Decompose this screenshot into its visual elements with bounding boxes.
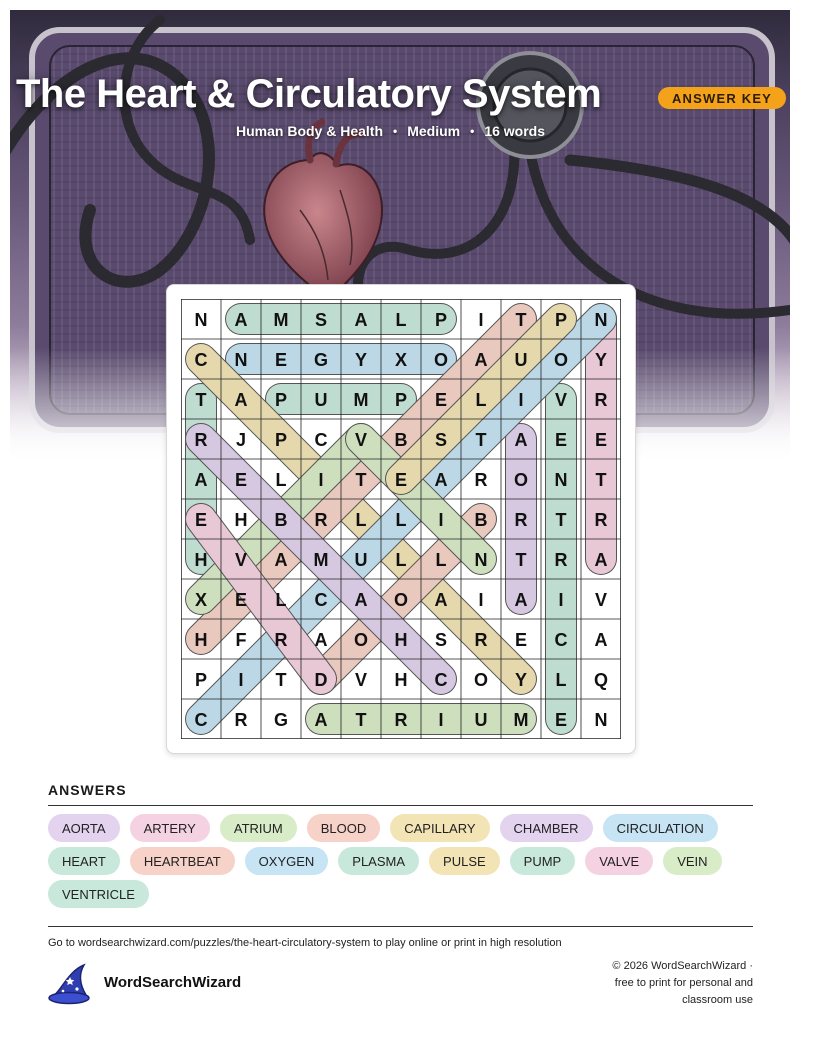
grid-letter[interactable]: A: [274, 550, 288, 570]
grid-letter[interactable]: G: [313, 350, 329, 370]
grid-letter[interactable]: C: [554, 630, 568, 650]
grid-letter[interactable]: U: [474, 710, 488, 730]
grid-letter[interactable]: P: [554, 310, 568, 330]
grid-letter[interactable]: R: [314, 510, 328, 530]
difficulty-label: Medium: [407, 123, 461, 139]
separator-dot-icon: •: [393, 124, 398, 138]
grid-letter[interactable]: E: [594, 430, 608, 450]
grid-letter[interactable]: N: [234, 350, 248, 370]
grid-letter[interactable]: I: [478, 590, 484, 610]
grid-letter[interactable]: T: [355, 710, 367, 730]
grid-letter[interactable]: H: [394, 670, 408, 690]
grid-letter[interactable]: A: [474, 350, 488, 370]
grid-letter[interactable]: B: [474, 510, 488, 530]
grid-letter[interactable]: T: [275, 670, 287, 690]
grid-letter[interactable]: R: [274, 630, 288, 650]
grid-letter[interactable]: V: [354, 430, 368, 450]
grid-letter[interactable]: C: [314, 430, 328, 450]
grid-letter[interactable]: I: [438, 510, 444, 530]
grid-letter[interactable]: C: [194, 710, 208, 730]
grid-letter[interactable]: A: [514, 430, 528, 450]
grid-letter[interactable]: R: [474, 630, 488, 650]
copyright-line: free to print for personal and: [614, 977, 753, 989]
grid-letter[interactable]: I: [318, 470, 324, 490]
grid-letter[interactable]: M: [513, 710, 529, 730]
separator-dot-icon: •: [470, 124, 475, 138]
answer-chip: ATRIUM: [220, 814, 297, 842]
grid-letter[interactable]: I: [518, 390, 524, 410]
grid-letter[interactable]: C: [194, 350, 208, 370]
answer-chip: CAPILLARY: [390, 814, 489, 842]
grid-letter[interactable]: T: [355, 470, 367, 490]
grid-letter[interactable]: A: [434, 470, 448, 490]
grid-letter[interactable]: L: [275, 470, 287, 490]
grid-letter[interactable]: L: [435, 550, 447, 570]
grid-letter[interactable]: I: [478, 310, 484, 330]
grid-letter[interactable]: E: [554, 430, 568, 450]
grid-letter[interactable]: E: [194, 510, 208, 530]
grid-letter[interactable]: P: [194, 670, 208, 690]
grid-letter[interactable]: H: [194, 630, 208, 650]
answer-chip: CHAMBER: [500, 814, 593, 842]
grid-letter[interactable]: O: [513, 470, 529, 490]
grid-letter[interactable]: N: [594, 310, 608, 330]
grid-letter[interactable]: E: [434, 390, 448, 410]
wizard-hat-icon: [46, 963, 92, 1005]
grid-letter[interactable]: L: [555, 670, 567, 690]
grid-letter[interactable]: A: [354, 310, 368, 330]
grid-letter[interactable]: N: [594, 710, 608, 730]
answers-heading: ANSWERS: [48, 782, 127, 798]
grid-letter[interactable]: B: [274, 510, 288, 530]
grid-letter[interactable]: Y: [514, 670, 528, 690]
word-search-grid: [181, 299, 621, 739]
copyright-text: [560, 958, 753, 1009]
grid-letter[interactable]: A: [314, 710, 328, 730]
answers-list: [48, 814, 753, 908]
grid-letter[interactable]: M: [273, 310, 289, 330]
grid-letter[interactable]: L: [395, 510, 407, 530]
copyright-line: classroom use: [682, 994, 753, 1006]
word-count-label: 16 words: [484, 123, 546, 139]
grid-letter[interactable]: A: [234, 390, 248, 410]
grid-letter[interactable]: U: [514, 350, 528, 370]
footer-divider: [48, 926, 753, 927]
grid-letter[interactable]: H: [394, 630, 408, 650]
grid-letter[interactable]: Q: [593, 670, 609, 690]
grid-letter[interactable]: O: [553, 350, 569, 370]
grid-letter[interactable]: Y: [354, 350, 368, 370]
answer-chip: PLASMA: [338, 847, 419, 875]
grid-letter[interactable]: M: [353, 390, 369, 410]
grid-letter[interactable]: E: [234, 470, 248, 490]
grid-letter[interactable]: O: [433, 350, 449, 370]
grid-letter[interactable]: P: [274, 390, 288, 410]
answer-chip: VEIN: [663, 847, 721, 875]
grid-letter[interactable]: T: [595, 470, 607, 490]
grid-letter[interactable]: L: [475, 390, 487, 410]
grid-letter[interactable]: O: [473, 670, 489, 690]
grid-letter[interactable]: L: [395, 550, 407, 570]
grid-letter[interactable]: M: [313, 550, 329, 570]
grid-letter[interactable]: R: [194, 430, 208, 450]
grid-letter[interactable]: S: [434, 430, 448, 450]
grid-letter[interactable]: E: [274, 350, 288, 370]
grid-letter[interactable]: A: [594, 630, 608, 650]
grid-letter[interactable]: D: [314, 670, 328, 690]
grid-letter[interactable]: X: [194, 590, 208, 610]
grid-letter[interactable]: I: [438, 710, 444, 730]
grid-letter[interactable]: R: [594, 510, 608, 530]
grid-letter[interactable]: I: [238, 670, 244, 690]
grid-letter[interactable]: A: [234, 310, 248, 330]
grid-letter[interactable]: L: [395, 310, 407, 330]
copyright-line: © 2026 WordSearchWizard ·: [612, 960, 753, 972]
answer-chip: OXYGEN: [245, 847, 329, 875]
grid-letter[interactable]: A: [514, 590, 528, 610]
answer-chip: PUMP: [510, 847, 576, 875]
grid-letter[interactable]: B: [394, 430, 408, 450]
answers-divider: [48, 805, 753, 806]
answer-chip: BLOOD: [307, 814, 381, 842]
answer-chip: PULSE: [429, 847, 500, 875]
grid-letter[interactable]: E: [554, 710, 568, 730]
grid-letter[interactable]: A: [314, 630, 328, 650]
grid-letter[interactable]: F: [235, 630, 247, 650]
grid-letter[interactable]: E: [394, 470, 408, 490]
grid-letter[interactable]: U: [314, 390, 328, 410]
grid-letter[interactable]: P: [434, 310, 448, 330]
grid-letter[interactable]: A: [354, 590, 368, 610]
page-title: The Heart & Circulatory System: [16, 72, 602, 116]
grid-letter[interactable]: L: [275, 590, 287, 610]
grid-letter[interactable]: P: [274, 430, 288, 450]
grid-letter[interactable]: V: [354, 670, 368, 690]
grid-letter[interactable]: T: [515, 550, 527, 570]
grid-letter[interactable]: R: [594, 390, 608, 410]
grid-letter[interactable]: L: [355, 510, 367, 530]
grid-letter[interactable]: R: [234, 710, 248, 730]
category-label: Human Body & Health: [236, 123, 384, 139]
grid-letter[interactable]: J: [235, 430, 247, 450]
answer-chip: HEART: [48, 847, 120, 875]
grid-letter[interactable]: C: [314, 590, 328, 610]
grid-letter[interactable]: R: [474, 470, 488, 490]
grid-letter[interactable]: H: [194, 550, 208, 570]
grid-letter[interactable]: R: [554, 550, 568, 570]
grid-letter[interactable]: A: [434, 590, 448, 610]
grid-letter[interactable]: T: [475, 430, 487, 450]
answer-chip: HEARTBEAT: [130, 847, 235, 875]
grid-letter[interactable]: N: [554, 470, 568, 490]
answer-chip: VALVE: [585, 847, 653, 875]
brand-name: WordSearchWizard: [104, 974, 242, 991]
grid-letter[interactable]: S: [434, 630, 448, 650]
grid-letter[interactable]: T: [555, 510, 567, 530]
grid-letter[interactable]: V: [594, 590, 608, 610]
grid-letter[interactable]: O: [353, 630, 369, 650]
grid-letter[interactable]: R: [514, 510, 528, 530]
grid-letter[interactable]: X: [394, 350, 408, 370]
grid-letter[interactable]: O: [393, 590, 409, 610]
grid-letter[interactable]: G: [273, 710, 289, 730]
grid-letter[interactable]: T: [195, 390, 207, 410]
answer-chip: VENTRICLE: [48, 880, 149, 908]
grid-letter[interactable]: E: [514, 630, 528, 650]
grid-letter[interactable]: C: [434, 670, 448, 690]
play-online-text: Go to wordsearchwizard.com/puzzles/the-heart-circulatory-system to play online or print in high resolution: [48, 937, 562, 949]
answer-chip: ARTERY: [130, 814, 210, 842]
grid-letter[interactable]: A: [594, 550, 608, 570]
grid-letter[interactable]: T: [515, 310, 527, 330]
grid-letter[interactable]: E: [234, 590, 248, 610]
grid-letter[interactable]: I: [558, 590, 564, 610]
grid-letter[interactable]: U: [354, 550, 368, 570]
grid-letter[interactable]: P: [394, 390, 408, 410]
grid-letter[interactable]: H: [234, 510, 248, 530]
grid-letter[interactable]: N: [474, 550, 488, 570]
grid-letter[interactable]: A: [194, 470, 208, 490]
answer-chip: AORTA: [48, 814, 120, 842]
grid-letter[interactable]: N: [194, 310, 208, 330]
answer-chip: CIRCULATION: [603, 814, 718, 842]
grid-letter[interactable]: V: [234, 550, 248, 570]
grid-letter[interactable]: S: [314, 310, 328, 330]
answer-key-badge: ANSWER KEY: [658, 87, 786, 109]
puzzle-meta: [236, 123, 545, 139]
grid-letter[interactable]: Y: [594, 350, 608, 370]
grid-letter[interactable]: R: [394, 710, 408, 730]
grid-letter[interactable]: V: [554, 390, 568, 410]
